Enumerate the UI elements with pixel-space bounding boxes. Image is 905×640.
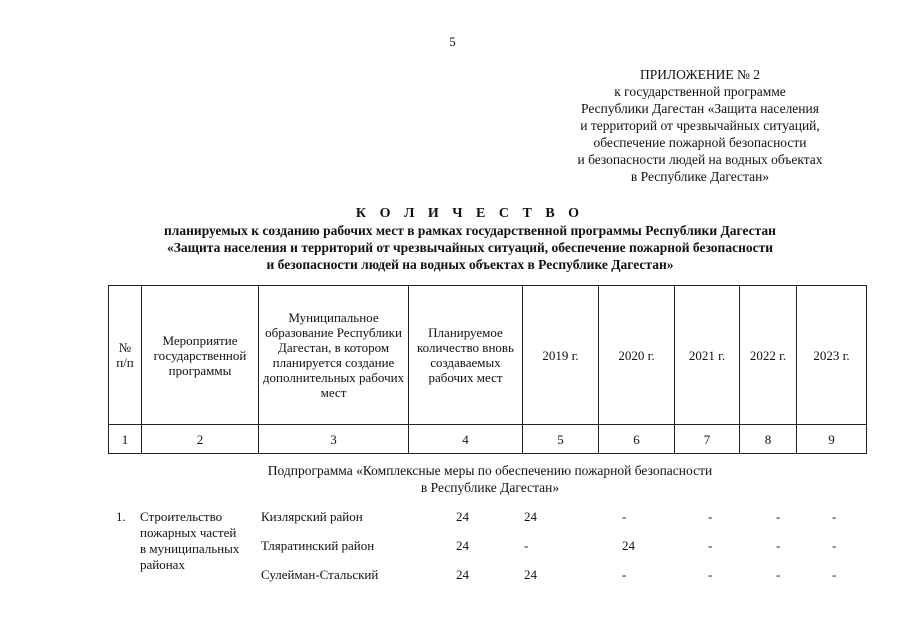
cell-2019: - bbox=[524, 538, 529, 553]
header-cell-municipality: Муниципальное образование Республики Дагестан, в котором планируется создание дополнительных рабочих мест bbox=[259, 286, 409, 425]
appendix-line: и территорий от чрезвычайных ситуаций, bbox=[580, 118, 820, 133]
appendix-line: к государственной программе bbox=[614, 84, 786, 99]
cell-2022: - bbox=[776, 509, 781, 524]
activity-line: районах bbox=[140, 557, 185, 572]
jobs-table-body bbox=[108, 506, 866, 596]
table-row bbox=[108, 538, 866, 556]
column-number: 3 bbox=[259, 425, 409, 454]
table-row bbox=[108, 509, 866, 527]
cell-2023: - bbox=[832, 538, 837, 553]
column-number: 2 bbox=[142, 425, 259, 454]
cell-planned: 24 bbox=[456, 509, 469, 524]
column-number: 1 bbox=[109, 425, 142, 454]
cell-municipality: Кизлярский район bbox=[261, 509, 363, 524]
activity-line: пожарных частей bbox=[140, 525, 237, 540]
cell-2022: - bbox=[776, 567, 781, 582]
appendix-line: Республики Дагестан «Защита населения bbox=[581, 101, 819, 116]
table-row bbox=[108, 567, 866, 585]
cell-2020: - bbox=[622, 567, 627, 582]
cell-planned: 24 bbox=[456, 567, 469, 582]
title-main: К О Л И Ч Е С Т В О bbox=[355, 206, 585, 221]
column-number: 6 bbox=[599, 425, 675, 454]
appendix-line: в Республике Дагестан» bbox=[630, 169, 770, 184]
cell-2021: - bbox=[708, 567, 713, 582]
header-cell-2020: 2020 г. bbox=[599, 286, 675, 425]
header-cell-2019: 2019 г. bbox=[523, 286, 599, 425]
cell-2019: 24 bbox=[524, 509, 537, 524]
title-line: и безопасности людей на водных объектах в Республике Дагестан» bbox=[266, 257, 674, 272]
title-line: планируемых к созданию рабочих мест в рамках государственной программы Республики Дагестан bbox=[164, 223, 776, 238]
cell-2023: - bbox=[832, 567, 837, 582]
appendix-line: и безопасности людей на водных объектах bbox=[577, 152, 823, 167]
header-cell-planned: Планируемое количество вновь создаваемых рабочих мест bbox=[409, 286, 523, 425]
cell-2021: - bbox=[708, 509, 713, 524]
subprogram-line: в Республике Дагестан» bbox=[420, 480, 560, 495]
cell-planned: 24 bbox=[456, 538, 469, 553]
appendix-note bbox=[540, 66, 860, 185]
header-cell-2023: 2023 г. bbox=[797, 286, 867, 425]
column-number: 7 bbox=[675, 425, 740, 454]
cell-2020: 24 bbox=[622, 538, 635, 553]
activity-number: 1. bbox=[116, 509, 126, 524]
cell-2022: - bbox=[776, 538, 781, 553]
cell-2020: - bbox=[622, 509, 627, 524]
jobs-table-header bbox=[108, 285, 867, 454]
header-cell-number: № п/п bbox=[109, 286, 142, 425]
table-header-row bbox=[109, 286, 867, 425]
title-line: «Защита населения и территорий от чрезвычайных ситуаций, обеспечение пожарной безопасности bbox=[166, 240, 774, 255]
cell-2021: - bbox=[708, 538, 713, 553]
document-title bbox=[60, 205, 880, 273]
cell-2023: - bbox=[832, 509, 837, 524]
column-number: 8 bbox=[740, 425, 797, 454]
column-number: 4 bbox=[409, 425, 523, 454]
cell-municipality: Сулейман-Стальский bbox=[261, 567, 379, 582]
header-cell-activity: Мероприятие государственной программы bbox=[142, 286, 259, 425]
column-number: 9 bbox=[797, 425, 867, 454]
subprogram-line: Подпрограмма «Комплексные меры по обеспечению пожарной безопасности bbox=[267, 463, 713, 478]
column-number-row bbox=[109, 425, 867, 454]
activity-line: Строительство bbox=[140, 509, 223, 524]
cell-2019: 24 bbox=[524, 567, 537, 582]
column-number: 5 bbox=[523, 425, 599, 454]
appendix-line: ПРИЛОЖЕНИЕ № 2 bbox=[639, 67, 761, 82]
page-number: 5 bbox=[449, 34, 456, 49]
activity-line: в муниципальных bbox=[140, 541, 240, 556]
subprogram-heading bbox=[150, 462, 830, 496]
header-cell-2022: 2022 г. bbox=[740, 286, 797, 425]
header-cell-2021: 2021 г. bbox=[675, 286, 740, 425]
cell-municipality: Тляратинский район bbox=[261, 538, 375, 553]
appendix-line: обеспечение пожарной безопасности bbox=[593, 135, 807, 150]
